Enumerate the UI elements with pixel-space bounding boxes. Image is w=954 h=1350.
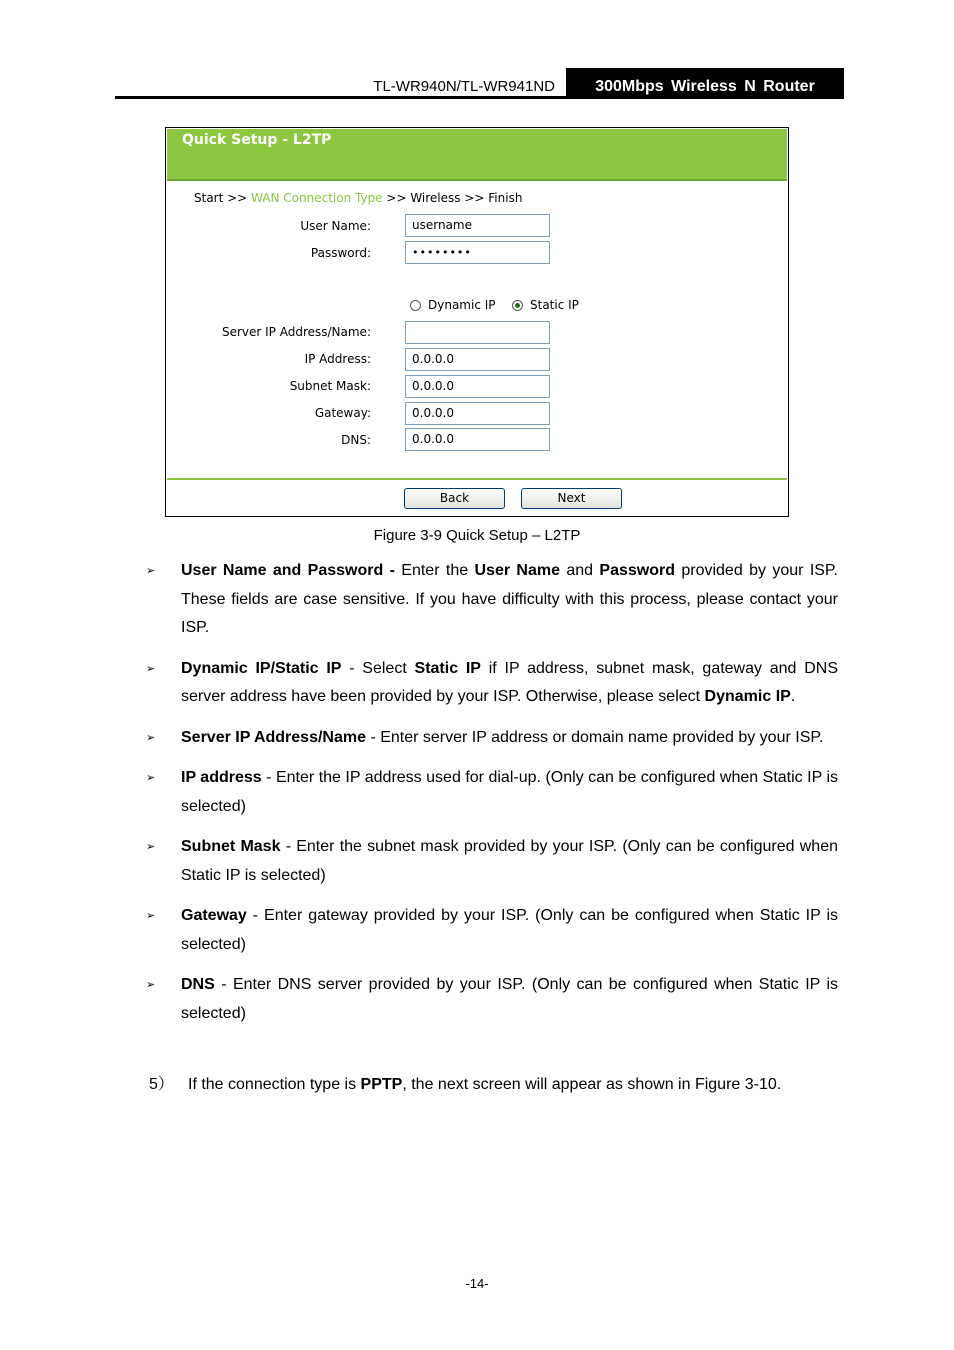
- bullet-arrow-icon: ➢: [146, 565, 156, 577]
- list-item: [146, 971, 838, 1028]
- step-bold: PPTP: [360, 1076, 403, 1093]
- bullet-bold: Dynamic IP: [704, 688, 791, 705]
- radio-dynamic-ip[interactable]: [410, 298, 496, 312]
- radio-dynamic-ip-label: Dynamic IP: [428, 298, 496, 312]
- bullet-arrow-icon: ➢: [146, 979, 156, 991]
- step-text: If the connection type is: [188, 1076, 361, 1093]
- back-button[interactable]: Back: [404, 488, 505, 509]
- panel-title-rule: [167, 179, 787, 181]
- list-item: [146, 902, 838, 959]
- gateway-label: Gateway:: [314, 406, 371, 420]
- subnet-mask-input[interactable]: 0.0.0.0: [405, 375, 550, 398]
- bullet-text: - Enter DNS server provided by your ISP. (Only can be configured when Static IP is selected): [181, 976, 838, 1022]
- bullet-arrow-icon: ➢: [146, 772, 156, 784]
- breadcrumb-start: Start >>: [194, 191, 248, 205]
- bullet-text: - Enter the subnet mask provided by your ISP. (Only can be configured when Static IP is selected): [181, 838, 839, 884]
- list-item: [146, 833, 838, 890]
- ip-address-label: IP Address:: [304, 352, 371, 366]
- bullet-text: - Enter the IP address used for dial-up. (Only can be configured when Static IP is selected): [181, 769, 839, 815]
- bullet-bold: User Name: [474, 562, 560, 579]
- radio-static-ip[interactable]: [512, 298, 579, 312]
- step-text-end: , the next screen will appear as shown in Figure 3-10.: [402, 1076, 782, 1093]
- list-item: [146, 724, 838, 753]
- bullet-arrow-icon: ➢: [146, 662, 156, 675]
- username-input[interactable]: username: [405, 214, 550, 237]
- panel-bottom-rule: [167, 478, 787, 480]
- bullet-bold: Password: [599, 562, 675, 579]
- panel-title: Quick Setup - L2TP: [167, 129, 787, 179]
- field-description-list: [146, 557, 838, 1040]
- bullet-text: .: [790, 688, 796, 705]
- password-input[interactable]: ••••••••: [405, 241, 550, 264]
- bullet-text: if IP address, subnet mask, gateway and DNS server address have been provided by your ISP. Otherwise, please select: [181, 659, 838, 705]
- list-item: [146, 557, 838, 643]
- step-5: [149, 1073, 781, 1097]
- bullet-term: DNS: [181, 976, 215, 993]
- bullet-arrow-icon: ➢: [146, 731, 156, 744]
- list-item: [146, 764, 838, 821]
- bullet-term: IP address: [181, 769, 262, 786]
- bullet-text: and: [560, 562, 600, 579]
- bullet-text: Enter the: [394, 562, 475, 579]
- bullet-term: Subnet Mask: [181, 838, 281, 855]
- bullet-text: - Enter gateway provided by your ISP. (Only can be configured when Static IP is selected): [181, 907, 838, 953]
- password-label: Password:: [310, 246, 371, 260]
- list-item: [146, 655, 838, 712]
- server-input[interactable]: [405, 321, 550, 344]
- dns-input[interactable]: 0.0.0.0: [405, 428, 550, 451]
- username-label: User Name:: [300, 219, 371, 233]
- quick-setup-panel: [165, 127, 789, 517]
- bullet-term: Server IP Address/Name: [181, 728, 366, 746]
- bullet-arrow-icon: ➢: [146, 841, 156, 853]
- breadcrumb: [194, 191, 522, 205]
- radio-static-ip-circle[interactable]: [512, 300, 523, 311]
- ip-address-input[interactable]: 0.0.0.0: [405, 348, 550, 371]
- bullet-term: Dynamic IP/Static IP: [181, 659, 342, 677]
- breadcrumb-rest: >> Wireless >> Finish: [386, 191, 523, 205]
- page-number: -14-: [465, 1276, 489, 1291]
- header-rule: [115, 96, 844, 99]
- next-button[interactable]: Next: [521, 488, 622, 509]
- gateway-input[interactable]: 0.0.0.0: [405, 402, 550, 425]
- dns-label: DNS:: [341, 433, 371, 447]
- server-label: Server IP Address/Name:: [221, 325, 371, 339]
- bullet-text: provided by your ISP. These fields are case sensitive. If you have difficulty with this process, please contact your ISP.: [181, 562, 838, 636]
- bullet-term: Gateway: [181, 907, 247, 924]
- bullet-arrow-icon: ➢: [146, 910, 156, 922]
- breadcrumb-current: WAN Connection Type: [251, 191, 383, 205]
- radio-static-ip-label: Static IP: [530, 298, 579, 312]
- bullet-term: User Name and Password -: [181, 562, 395, 579]
- header-model: TL-WR940N/TL-WR941ND: [373, 78, 555, 95]
- bullet-bold: Static IP: [414, 659, 481, 677]
- header-product: 300Mbps Wireless N Router: [566, 68, 844, 99]
- step-number: 5）: [149, 1076, 174, 1093]
- figure-caption: Figure 3-9 Quick Setup – L2TP: [373, 527, 581, 544]
- bullet-text: - Select: [341, 659, 415, 677]
- bullet-text: - Enter server IP address or domain name provided by your ISP.: [366, 728, 824, 746]
- subnet-mask-label: Subnet Mask:: [289, 379, 371, 393]
- radio-dynamic-ip-circle[interactable]: [410, 300, 421, 311]
